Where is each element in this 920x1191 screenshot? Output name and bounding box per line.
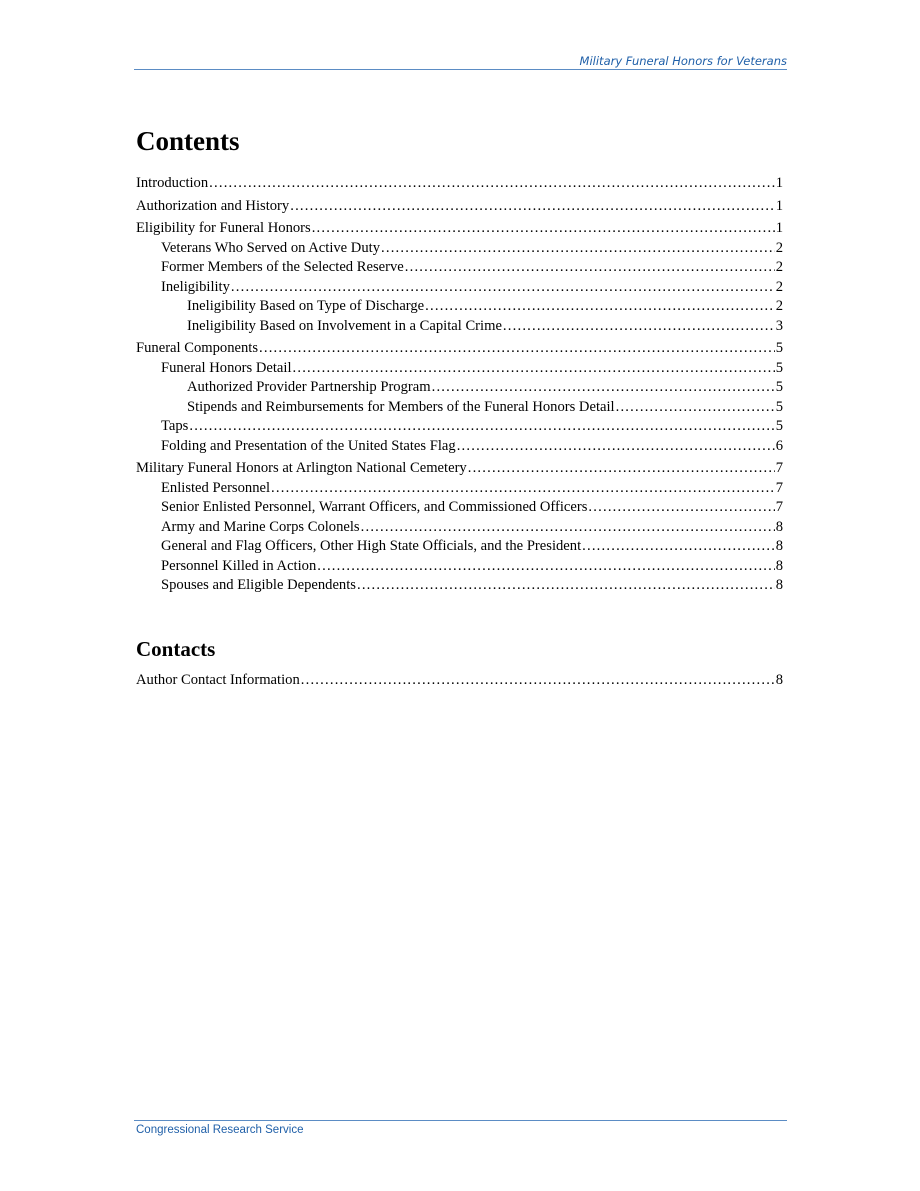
toc-entry-label[interactable]: Enlisted Personnel [161, 479, 271, 496]
toc-dot-leader [290, 197, 774, 217]
toc-entry-label[interactable]: Personnel Killed in Action [161, 557, 317, 574]
toc-entry-label[interactable]: Authorization and History [136, 197, 290, 214]
toc-dot-leader [588, 498, 774, 518]
toc-entry-page-number[interactable]: 7 [775, 479, 783, 496]
toc-entry-page-number[interactable]: 2 [775, 278, 783, 295]
toc-entry[interactable] [136, 359, 783, 379]
toc-entry[interactable] [136, 239, 783, 259]
toc-entry-label[interactable]: Former Members of the Selected Reserve [161, 259, 404, 275]
running-header-title: Military Funeral Honors for Veterans [579, 54, 787, 68]
toc-dot-leader [293, 359, 775, 379]
toc-entry[interactable] [136, 518, 783, 538]
toc-entry-label[interactable]: Funeral Honors Detail [161, 359, 292, 376]
toc-entry[interactable] [136, 498, 783, 518]
toc-entry-label[interactable]: Military Funeral Honors at Arlington National Cemetery [136, 460, 467, 476]
toc-entry[interactable] [136, 537, 783, 557]
contacts-list [136, 671, 783, 691]
toc-entry-label[interactable]: Taps [161, 418, 189, 434]
toc-entry-page-number[interactable]: 2 [775, 239, 783, 256]
toc-entry-page-number[interactable]: 8 [775, 577, 783, 593]
toc-entry-label[interactable]: Army and Marine Corps Colonels [161, 518, 360, 535]
contacts-title: Contacts [136, 637, 216, 661]
toc-entry[interactable] [136, 317, 783, 337]
toc-entry-page-number[interactable]: 3 [775, 317, 783, 334]
toc-dot-leader [457, 437, 775, 457]
toc-entry-page-number[interactable]: 2 [775, 298, 783, 314]
toc-entry[interactable] [136, 576, 783, 596]
toc-entry-page-number[interactable]: 6 [775, 437, 783, 454]
toc-entry[interactable] [136, 258, 783, 278]
toc-entry[interactable] [136, 417, 783, 437]
toc-dot-leader [357, 576, 775, 596]
toc-dot-leader [209, 174, 775, 194]
toc-dot-leader [259, 339, 775, 359]
toc-entry-page-number[interactable]: 5 [775, 340, 783, 356]
toc-entry-page-number[interactable]: 1 [775, 220, 783, 236]
toc-entry-page-number[interactable]: 7 [775, 460, 783, 476]
toc-dot-leader [616, 398, 775, 418]
toc-entry-label[interactable]: Eligibility for Funeral Honors [136, 220, 311, 236]
toc-entry-label[interactable]: Spouses and Eligible Dependents [161, 577, 356, 593]
toc-entry-page-number[interactable]: 8 [775, 672, 783, 688]
toc-entry-label[interactable]: Senior Enlisted Personnel, Warrant Officers, and Commissioned Officers [161, 499, 588, 515]
toc-entry[interactable] [136, 557, 783, 577]
toc-entry[interactable] [136, 437, 783, 457]
toc-entry[interactable] [136, 479, 783, 499]
toc-entry-label[interactable]: Author Contact Information [136, 672, 300, 688]
toc-dot-leader [381, 239, 775, 259]
toc-entry-page-number[interactable]: 8 [775, 518, 783, 535]
toc-dot-leader [503, 317, 775, 337]
toc-entry-label[interactable]: Introduction [136, 175, 209, 191]
toc-entry[interactable] [136, 219, 783, 239]
toc-entry-page-number[interactable]: 8 [775, 557, 783, 574]
toc-dot-leader [301, 671, 775, 691]
toc-entry-page-number[interactable]: 5 [775, 398, 783, 415]
toc-entry-label[interactable]: Folding and Presentation of the United States Flag [161, 437, 456, 454]
toc-entry-label[interactable]: Ineligibility Based on Involvement in a Capital Crime [187, 317, 502, 334]
toc-entry[interactable] [136, 459, 783, 479]
toc-entry-page-number[interactable]: 5 [775, 418, 783, 434]
toc-entry-page-number[interactable]: 5 [775, 359, 783, 376]
toc-entry-page-number[interactable]: 1 [775, 197, 783, 214]
toc-entry[interactable] [136, 398, 783, 418]
toc-dot-leader [468, 459, 775, 479]
toc-entry-page-number[interactable]: 7 [775, 499, 783, 515]
toc-dot-leader [405, 258, 775, 278]
toc-entry-label[interactable]: Ineligibility [161, 278, 230, 295]
toc-entry[interactable] [136, 378, 783, 398]
toc-entry[interactable] [136, 339, 783, 359]
toc-entry-label[interactable]: Ineligibility Based on Type of Discharge [187, 298, 425, 314]
toc-entry-label[interactable]: Authorized Provider Partnership Program [187, 379, 431, 395]
toc-entry-page-number[interactable]: 2 [775, 259, 783, 275]
footer-publisher: Congressional Research Service [136, 1124, 304, 1136]
toc-entry[interactable] [136, 174, 783, 194]
footer-divider [134, 1120, 787, 1121]
toc-entry-label[interactable]: Stipends and Reimbursements for Members of the Funeral Honors Detail [187, 398, 615, 415]
toc-entry-label[interactable]: Veterans Who Served on Active Duty [161, 239, 380, 256]
toc-dot-leader [317, 557, 774, 577]
toc-dot-leader [582, 537, 775, 557]
toc-entry-page-number[interactable]: 1 [775, 175, 783, 191]
contents-list [136, 174, 783, 596]
toc-dot-leader [425, 297, 775, 317]
header-divider [134, 69, 787, 70]
contents-title: Contents [136, 126, 240, 156]
toc-entry-page-number[interactable]: 8 [775, 538, 783, 554]
toc-dot-leader [231, 278, 775, 298]
toc-entry[interactable] [136, 297, 783, 317]
toc-dot-leader [361, 518, 775, 538]
toc-dot-leader [271, 479, 775, 499]
toc-dot-leader [189, 417, 774, 437]
toc-dot-leader [432, 378, 775, 398]
toc-entry-page-number[interactable]: 5 [775, 379, 783, 395]
toc-entry[interactable] [136, 278, 783, 298]
toc-entry-label[interactable]: Funeral Components [136, 340, 259, 356]
toc-entry[interactable] [136, 671, 783, 691]
toc-entry[interactable] [136, 197, 783, 217]
toc-dot-leader [312, 219, 775, 239]
toc-entry-label[interactable]: General and Flag Officers, Other High State Officials, and the President [161, 538, 582, 554]
